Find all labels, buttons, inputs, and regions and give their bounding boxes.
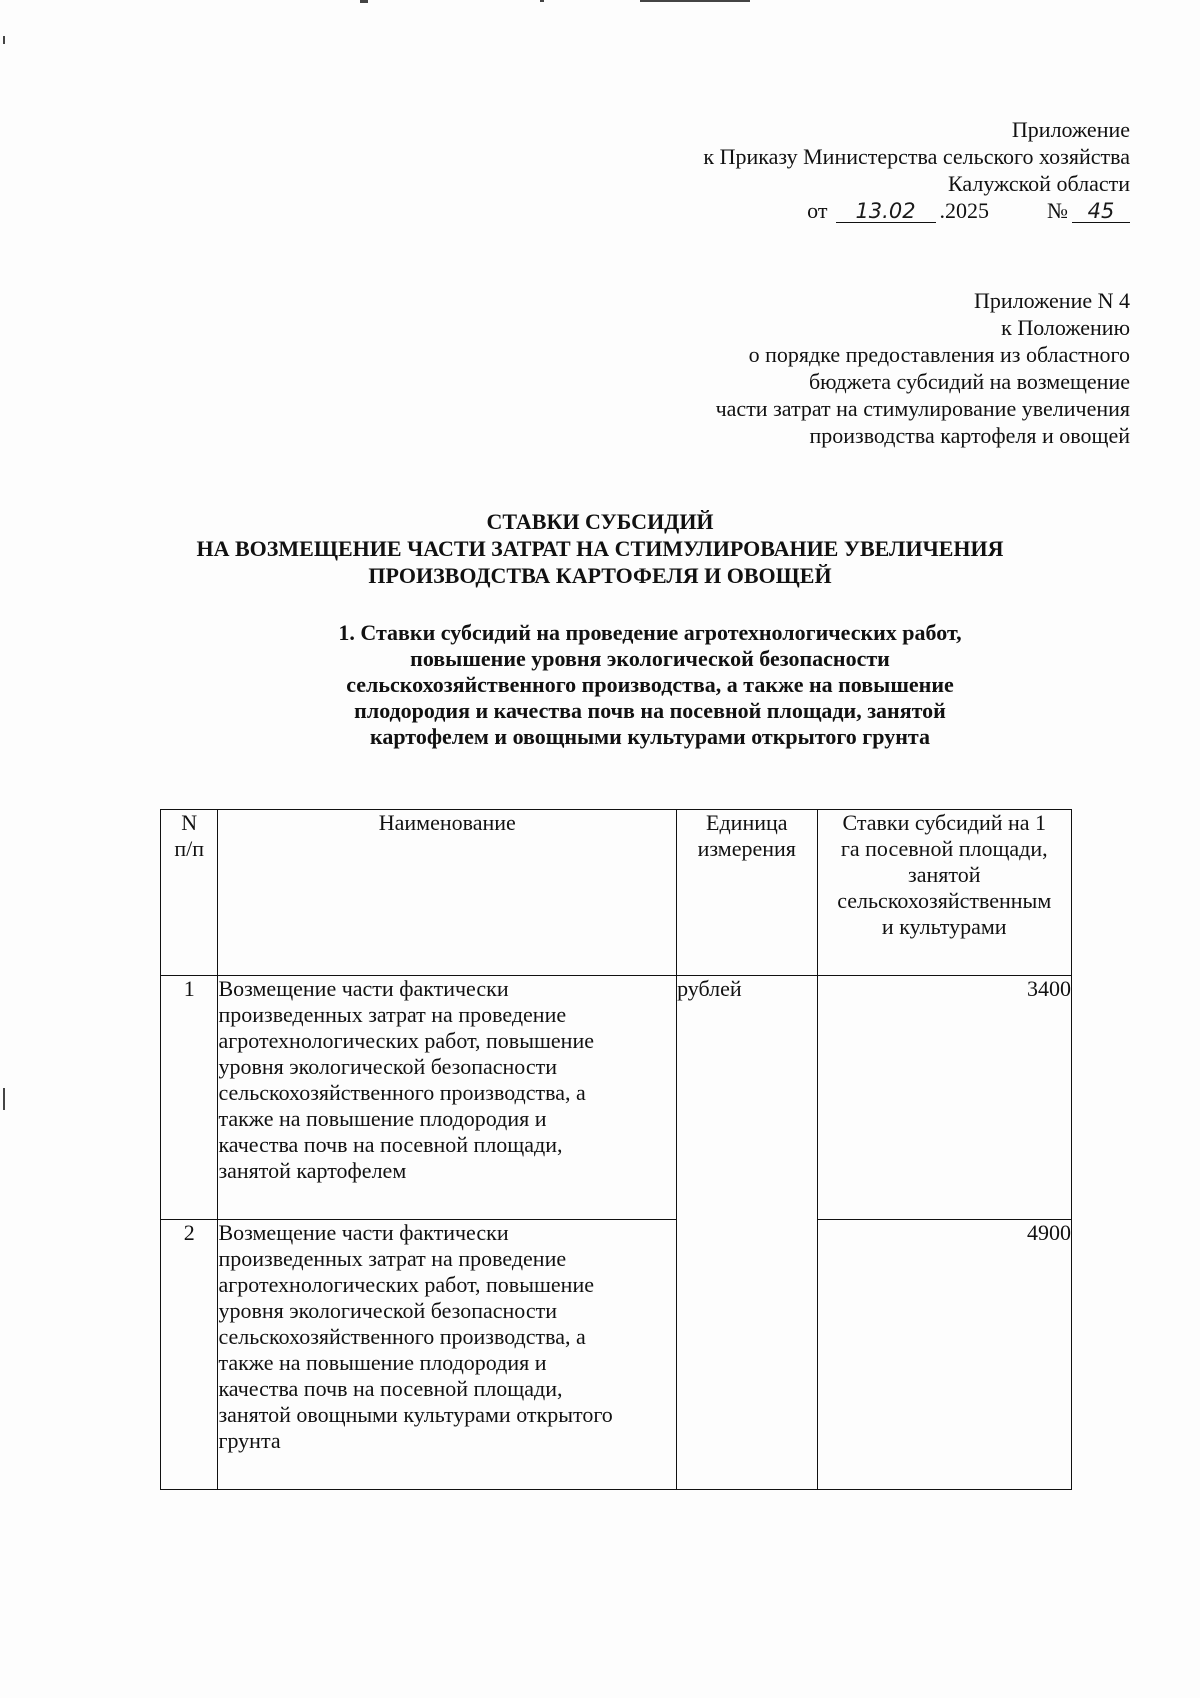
header-text: га посевной площади, bbox=[840, 836, 1048, 861]
row-name-line: агротехнологических работ, повышение bbox=[218, 1272, 594, 1297]
row-name-line: Возмещение части фактически bbox=[218, 976, 509, 1001]
approval-line: Калужской области bbox=[948, 171, 1130, 196]
appendix-line: о порядке предоставления из областного bbox=[748, 342, 1130, 367]
appendix-line: производства картофеля и овощей bbox=[809, 423, 1130, 448]
header-text: Единица bbox=[706, 810, 788, 835]
header-text: Наименование bbox=[378, 810, 516, 835]
appendix-line: части затрат на стимулирование увеличения bbox=[715, 396, 1130, 421]
row-name-line: грунта bbox=[218, 1428, 281, 1453]
row-name-line: сельскохозяйственного производства, а bbox=[218, 1080, 586, 1105]
row-number: 1 bbox=[161, 976, 218, 1220]
appendix-line: к Положению bbox=[1001, 315, 1130, 340]
row-rate: 4900 bbox=[817, 1220, 1071, 1490]
date-prefix: от bbox=[807, 198, 828, 223]
row-name-line: сельскохозяйственного производства, а bbox=[218, 1324, 586, 1349]
approval-line: Приложение bbox=[1011, 117, 1130, 142]
appendix-line: Приложение N 4 bbox=[974, 288, 1130, 313]
approval-date-line bbox=[703, 197, 1130, 224]
handwritten-number: 45 bbox=[1072, 200, 1130, 223]
row-name-line: уровня экологической безопасности bbox=[218, 1298, 557, 1323]
title-line: НА ВОЗМЕЩЕНИЕ ЧАСТИ ЗАТРАТ НА СТИМУЛИРОВАНИЕ УВЕЛИЧЕНИЯ bbox=[196, 536, 1004, 561]
section-title-line: сельскохозяйственного производства, а также на повышение bbox=[346, 672, 954, 697]
header-name bbox=[218, 810, 677, 976]
row-number: 2 bbox=[161, 1220, 218, 1490]
table-row bbox=[161, 1220, 1072, 1490]
row-name-line: качества почв на посевной площади, bbox=[218, 1376, 563, 1401]
approval-line: к Приказу Министерства сельского хозяйства bbox=[703, 144, 1130, 169]
header-unit bbox=[677, 810, 817, 976]
title-line: СТАВКИ СУБСИДИЙ bbox=[486, 509, 714, 534]
scan-artifact bbox=[3, 1088, 5, 1110]
appendix-block bbox=[716, 287, 1130, 449]
row-name-line: качества почв на посевной площади, bbox=[218, 1132, 563, 1157]
header-text: и культурами bbox=[881, 914, 1007, 939]
scan-artifact bbox=[360, 0, 368, 3]
row-rate: 3400 bbox=[817, 976, 1071, 1220]
row-name bbox=[218, 976, 677, 1220]
title-line: ПРОИЗВОДСТВА КАРТОФЕЛЯ И ОВОЩЕЙ bbox=[368, 563, 832, 588]
appendix-line: бюджета субсидий на возмещение bbox=[808, 369, 1130, 394]
header-text: N bbox=[181, 810, 198, 835]
row-name-line: Возмещение части фактически bbox=[218, 1220, 509, 1245]
section-title bbox=[260, 620, 1040, 750]
row-unit: рублей bbox=[677, 976, 817, 1490]
header-text: Ставки субсидий на 1 bbox=[842, 810, 1047, 835]
row-name-line: также на повышение плодородия и bbox=[218, 1106, 547, 1131]
scan-artifact bbox=[640, 0, 750, 2]
scan-artifact bbox=[540, 0, 544, 2]
handwritten-date: 13.02 bbox=[836, 200, 936, 223]
header-text: занятой bbox=[908, 862, 981, 887]
number-label: № bbox=[1047, 198, 1068, 223]
row-name-line: занятой картофелем bbox=[218, 1158, 407, 1183]
row-name-line: уровня экологической безопасности bbox=[218, 1054, 557, 1079]
subsidy-rates-table bbox=[160, 809, 1072, 1490]
header-text: п/п bbox=[174, 836, 205, 861]
section-title-line: 1. Ставки субсидий на проведение агротехнологических работ, bbox=[338, 620, 962, 645]
row-name bbox=[218, 1220, 677, 1490]
row-name-line: агротехнологических работ, повышение bbox=[218, 1028, 594, 1053]
section-title-line: картофелем и овощными культурами открытого грунта bbox=[370, 724, 930, 749]
section-title-line: плодородия и качества почв на посевной площади, занятой bbox=[354, 698, 946, 723]
header-number bbox=[161, 810, 218, 976]
row-name-line: произведенных затрат на проведение bbox=[218, 1246, 567, 1271]
section-title-line: повышение уровня экологической безопасности bbox=[410, 646, 890, 671]
header-text: сельскохозяйственным bbox=[837, 888, 1052, 913]
row-name-line: произведенных затрат на проведение bbox=[218, 1002, 567, 1027]
row-name-line: также на повышение плодородия и bbox=[218, 1350, 547, 1375]
header-text: измерения bbox=[697, 836, 796, 861]
row-name-line: занятой овощными культурами открытого bbox=[218, 1402, 613, 1427]
table-header-row bbox=[161, 810, 1072, 976]
scan-artifact bbox=[3, 36, 5, 44]
date-year: .2025 bbox=[939, 198, 989, 223]
header-rate bbox=[817, 810, 1071, 976]
approval-block bbox=[703, 116, 1130, 224]
document-title bbox=[150, 508, 1050, 589]
table-row bbox=[161, 976, 1072, 1220]
